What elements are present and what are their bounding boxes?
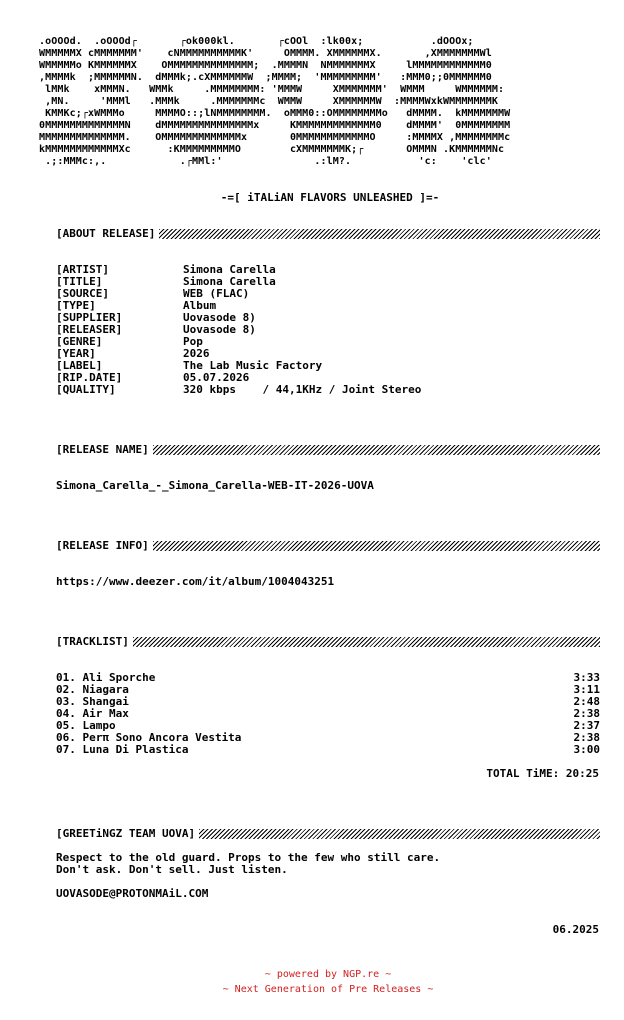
about-release-heading xyxy=(56,228,600,240)
greetings-line: Respect to the old guard. Props to the few who still care. xyxy=(56,851,441,864)
field-key: [RELEASER] xyxy=(56,323,123,336)
section-label: [TRACKLIST] xyxy=(56,635,129,648)
track-title: 07. Luna Di Plastica xyxy=(56,743,189,756)
field-value: Simona Carella xyxy=(183,275,276,288)
field-value: Album xyxy=(183,299,217,312)
greetings-line: Don't ask. Don't sell. Just listen. xyxy=(56,863,288,876)
about-row-releaser xyxy=(56,324,596,336)
track-duration: 2:48 xyxy=(573,695,600,708)
section-label: [RELEASE INFO] xyxy=(56,539,149,552)
about-row-artist xyxy=(56,264,596,276)
about-row-year xyxy=(56,348,596,360)
track-duration: 2:38 xyxy=(573,731,600,744)
field-value: 2026 xyxy=(183,347,210,360)
about-row-title xyxy=(56,276,596,288)
field-key: [SUPPLIER] xyxy=(56,311,123,324)
about-row-supplier xyxy=(56,312,596,324)
track-row xyxy=(56,684,600,696)
release-name-heading xyxy=(56,444,600,456)
track-row xyxy=(56,744,600,756)
about-row-genre xyxy=(56,336,596,348)
contact-email: UOVASODE@PROTONMAiL.COM xyxy=(56,887,209,900)
field-key: [TITLE] xyxy=(56,275,103,288)
field-value: Pop xyxy=(183,335,203,348)
section-divider xyxy=(133,637,600,647)
field-value: Uovasode 8) xyxy=(183,311,256,324)
track-duration: 3:11 xyxy=(573,683,600,696)
field-value: Simona Carella xyxy=(183,263,276,276)
about-row-type xyxy=(56,300,596,312)
section-divider xyxy=(153,445,600,455)
field-value: The Lab Music Factory xyxy=(183,359,323,372)
field-value: 320 kbps / 44,1KHz / Joint Stereo xyxy=(183,383,422,396)
tagline: -=[ iTALiAN FLAVORS UNLEASHED ]=- xyxy=(220,191,440,204)
greetings-heading xyxy=(56,828,600,840)
nfo-date: 06.2025 xyxy=(552,923,599,936)
field-key: [GENRE] xyxy=(56,335,103,348)
track-row xyxy=(56,708,600,720)
track-title: 03. Shangai xyxy=(56,695,129,708)
release-name-value: Simona_Carella_-_Simona_Carella-WEB-IT-2026-UOVA xyxy=(56,479,374,492)
section-label: [RELEASE NAME] xyxy=(56,443,149,456)
field-key: [SOURCE] xyxy=(56,287,109,300)
track-duration: 3:33 xyxy=(573,671,600,684)
track-title: 02. Niagara xyxy=(56,683,129,696)
about-row-label xyxy=(56,360,596,372)
footer-powered-by: ~ powered by NGP.re ~ xyxy=(264,969,392,980)
release-info-heading xyxy=(56,540,600,552)
footer-tagline: ~ Next Generation of Pre Releases ~ xyxy=(222,984,434,995)
track-title: 04. Air Max xyxy=(56,707,129,720)
ascii-logo: .oOOOd. .oOOOd┌ ┌ok000kl. ┌cOOl :lk00x; .dOOOx; WMMMMMX cMMMMMMM' cNMMMMMMMMMMK' OMMMM. XMMMMMMX. ,XMMMMMMMWl WMMMMMo KMMMMMMX OMMMMMMMMMMMMMM; .MMMMN NMMMMMMMX lMMMMMMMMMMMM0 ,MMMMk ;MMMMMMN. dMMMk;.cXMMMMMMW ;MMMM; 'MMMMMMMMM' :MMM0;;0MMMMMM0 lMMk xMMMN. WMMk .MMMMMMMM: 'MMMW XMMMMMMM' WMMM WMMMMMM: ,MN. 'MMMl .MMMk .MMMMMMMc WMMW XMMMMMMW :MMMMWxkWMMMMMMMK KMMKc;┌xWMMMo MMMMO::;lNMMMMMMMM. oMMM0::OMMMMMMMMo dMMMM. kMMMMMMMW 0MMMMMMMMMMMMMN dMMMMMMMMMMMMMMMx KMMMMMMMMMMMMM0 dMMMM' 0MMMMMMMM MMMMMMMMMMMMMM. OMMMMMMMMMMMMMx 0MMMMMMMMMMMMO :MMMMX ,MMMMMMMMc kMMMMMMMMMMMMXc :KMMMMMMMMMO cXMMMMMMMK;┌ OMMMN .KMMMMMMNc .;:MMMc:,. .┌MMl:' .:lM?. 'c: 'clc' xyxy=(39,36,511,167)
section-divider xyxy=(153,541,600,551)
field-key: [YEAR] xyxy=(56,347,96,360)
field-key: [LABEL] xyxy=(56,359,103,372)
track-title: 01. Ali Sporche xyxy=(56,671,156,684)
field-key: [ARTIST] xyxy=(56,263,109,276)
total-time: TOTAL TiME: 20:25 xyxy=(486,767,599,780)
section-label: [GREETiNGZ TEAM UOVA] xyxy=(56,827,196,840)
tracklist-heading xyxy=(56,636,600,648)
track-duration: 2:37 xyxy=(573,719,600,732)
track-duration: 2:38 xyxy=(573,707,600,720)
field-value: WEB (FLAC) xyxy=(183,287,250,300)
section-divider xyxy=(199,829,600,839)
field-value: Uovasode 8) xyxy=(183,323,256,336)
field-value: 05.07.2026 xyxy=(183,371,250,384)
release-info-url: https://www.deezer.com/it/album/1004043251 xyxy=(56,575,335,588)
section-divider xyxy=(159,229,600,239)
section-label: [ABOUT RELEASE] xyxy=(56,227,156,240)
track-row xyxy=(56,696,600,708)
field-key: [RIP.DATE] xyxy=(56,371,123,384)
about-row-source xyxy=(56,288,596,300)
about-row-quality xyxy=(56,384,596,396)
track-title: 05. Lampo xyxy=(56,719,116,732)
track-row xyxy=(56,672,600,684)
track-duration: 3:00 xyxy=(573,743,600,756)
field-key: [TYPE] xyxy=(56,299,96,312)
field-key: [QUALITY] xyxy=(56,383,116,396)
track-title: 06. Perπ Sono Ancora Vestita xyxy=(56,731,242,744)
